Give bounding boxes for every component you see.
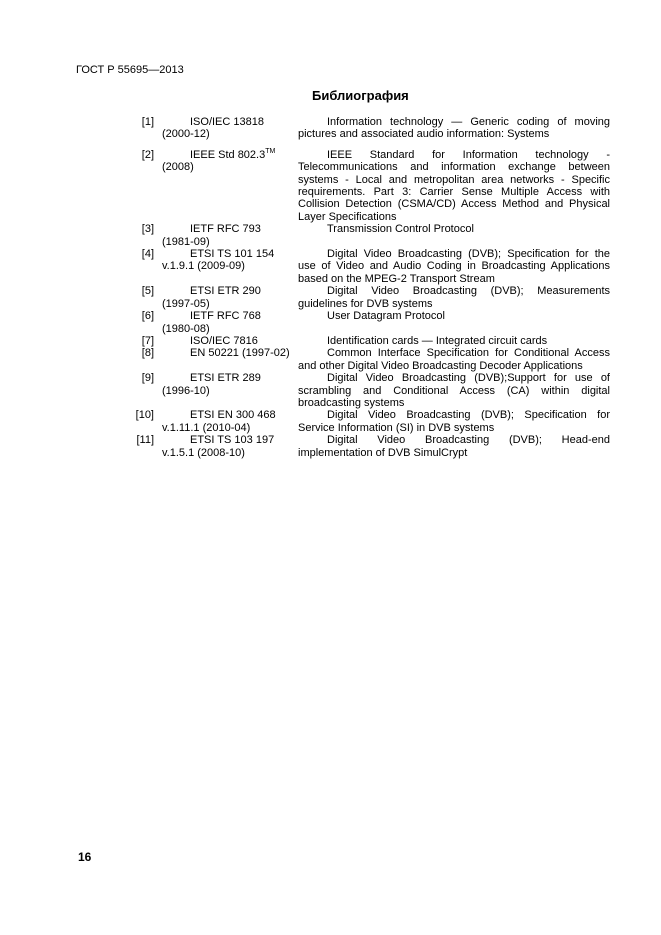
bibliography-entry-6: [128, 310, 608, 335]
entry-reference: ETSI EN 300 468 v.1.11.1 (2010-04): [162, 409, 276, 434]
document-code: ГОСТ Р 55695—2013: [76, 64, 184, 76]
entry-description: Identification cards — Integrated circuit cards: [327, 334, 548, 347]
entry-description: Digital Video Broadcasting (DVB); Head-end implementation of DVB SimulCrypt: [298, 434, 610, 459]
trademark-mark: TM: [265, 147, 276, 155]
entry-reference: ETSI TS 101 154 v.1.9.1 (2009-09): [162, 248, 275, 273]
entry-number: [6]: [141, 310, 154, 323]
bibliography-entry-5: [128, 285, 608, 310]
entry-description: IEEE Standard for Information technology - Telecommunications and information exchange between systems - Local and metropolitan area networks - Specific requirements. Part 3: Carrier Sense Multiple Access with Collision Detection (CSMA/CD) Access Method and Physical Layer Specifications: [298, 148, 610, 223]
entry-number: [10]: [135, 409, 154, 422]
entry-number: [7]: [141, 334, 154, 347]
entry-number: [5]: [141, 285, 154, 298]
entry-reference: EN 50221 (1997-02): [190, 347, 290, 360]
bibliography-entry-2: [128, 149, 608, 223]
entry-number: [4]: [141, 248, 154, 261]
entry-description: Digital Video Broadcasting (DVB);Support for use of scrambling and Conditional Access (CA) within digital broadcasting systems: [298, 372, 610, 409]
entry-number: [1]: [141, 116, 154, 128]
bibliography-entry-9: [128, 372, 608, 409]
entry-reference: ISO/IEC 13818 (2000-12): [162, 116, 264, 141]
page-number: 16: [78, 850, 92, 864]
bibliography-entry-4: [128, 248, 608, 285]
entry-reference: ETSI TS 103 197 v.1.5.1 (2008-10): [162, 434, 275, 459]
entry-description: Transmission Control Protocol: [327, 223, 474, 236]
bibliography-entry-10: [128, 409, 608, 434]
bibliography-entry-3: [128, 223, 608, 248]
entry-number: [2]: [141, 148, 154, 161]
entry-description: Digital Video Broadcasting (DVB); Specification for the use of Video and Audio Coding in Broadcasting Applications based on the MPEG-2 Transport Stream: [298, 248, 610, 285]
entry-number: [3]: [141, 223, 154, 236]
entry-description: Information technology — Generic coding of moving pictures and associated audio information: Systems: [298, 116, 610, 141]
entry-number: [9]: [141, 372, 154, 385]
bibliography-list: [128, 116, 608, 459]
entry-reference: IETF RFC 793 (1981-09): [162, 223, 261, 248]
entry-reference: [162, 149, 290, 223]
bibliography-entry-7: [128, 335, 608, 347]
entry-reference: ETSI ETR 289 (1996-10): [162, 372, 261, 397]
entry-number: [8]: [141, 347, 154, 360]
entry-reference-year: (2008): [162, 161, 194, 174]
entry-description: Digital Video Broadcasting (DVB); Measurements guidelines for DVB systems: [298, 285, 610, 310]
entry-reference-name: IEEE Std 802.3: [190, 148, 266, 161]
entry-reference: ETSI ETR 290 (1997-05): [162, 285, 261, 310]
bibliography-entry-11: [128, 434, 608, 459]
entry-number: [11]: [136, 434, 154, 447]
entry-description: Common Interface Specification for Conditional Access and other Digital Video Broadcasting Decoder Applications: [298, 347, 610, 372]
section-title: Библиография: [312, 88, 409, 103]
entry-reference: ISO/IEC 7816: [190, 334, 258, 347]
bibliography-entry-8: [128, 347, 608, 372]
entry-description: Digital Video Broadcasting (DVB); Specification for Service Information (SI) in DVB systems: [298, 409, 610, 434]
entry-reference: IETF RFC 768 (1980-08): [162, 310, 261, 335]
bibliography-entry-1: [128, 116, 608, 141]
entry-description: User Datagram Protocol: [327, 310, 445, 323]
